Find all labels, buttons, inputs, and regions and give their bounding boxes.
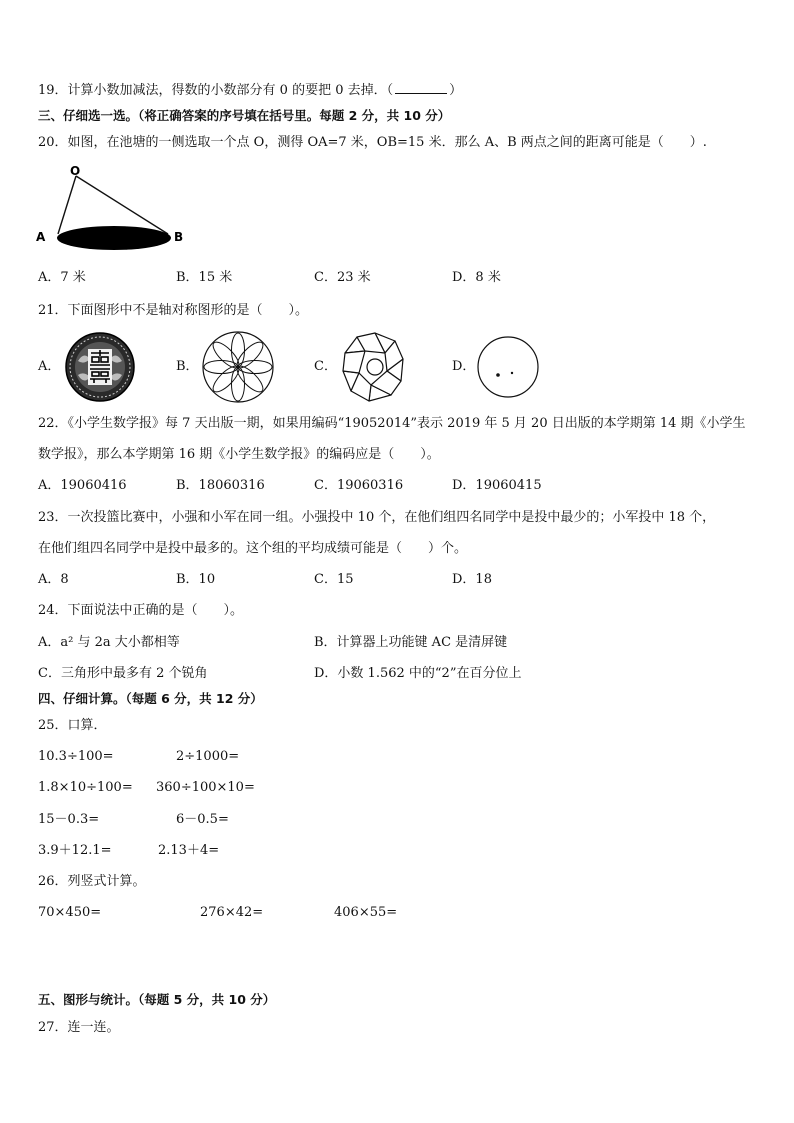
question-26-text: 26．列竖式计算。	[38, 874, 146, 889]
vertical-calc-item: 70×450=	[38, 905, 102, 920]
q23-option-a[interactable]: A．8	[38, 572, 69, 587]
q20-option-a[interactable]: A．7 米	[38, 270, 86, 285]
q21-option-d-label[interactable]: D．	[452, 359, 476, 374]
question-22-line-2: 数学报》，那么本学期第 16 期《小学生数学报》的编码应是（ ）。	[38, 447, 440, 462]
pinwheel-hexagon-figure	[337, 329, 413, 405]
q22-option-c[interactable]: C．19060316	[314, 478, 404, 493]
vertical-calc-item: 406×55=	[334, 905, 398, 920]
calc-item: 360÷100×10=	[156, 780, 255, 795]
circle-with-dot-figure	[476, 335, 540, 399]
question-19-text: 19．计算小数加减法，得数的小数部分有 0 的要把 0 去掉．（	[38, 83, 394, 98]
q21-option-a-label[interactable]: A．	[38, 359, 61, 374]
pond-ellipse	[57, 226, 171, 250]
calc-item: 15－0.3=	[38, 812, 100, 827]
q23-option-b[interactable]: B．10	[176, 572, 216, 587]
question-24-text: 24．下面说法中正确的是（ ）。	[38, 603, 244, 618]
q20-option-b[interactable]: B．15 米	[176, 270, 233, 285]
calc-item: 6－0.5=	[176, 812, 229, 827]
q21-option-c-label[interactable]: C．	[314, 359, 337, 374]
q20-option-c[interactable]: C．23 米	[314, 270, 371, 285]
question-22-line-1: 22．《小学生数学报》每 7 天出版一期，如果用编码“19052014”表示 2019 年 5 月 20 日出版的本学期第 14 期《小学生	[38, 416, 746, 431]
line-oa	[58, 176, 76, 234]
rosette-circle-figure	[201, 330, 275, 404]
question-20-text: 20．如图，在池塘的一侧选取一个点 O，测得 OA=7 米，OB=15 米．那么 A、B 两点之间的距离可能是（ ）.	[38, 135, 707, 150]
calc-item: 2.13＋4=	[158, 843, 220, 858]
calc-item: 10.3÷100=	[38, 749, 114, 764]
q23-option-c[interactable]: C．15	[314, 572, 354, 587]
vertical-calc-item: 276×42=	[200, 905, 264, 920]
question-19	[38, 81, 462, 100]
question-21-text: 21．下面图形中不是轴对称图形的是（ ）。	[38, 303, 309, 318]
point-b-label: B	[174, 230, 184, 244]
point-o-label: O	[70, 164, 81, 178]
section-4-heading: 四、仔细计算。（每题 6 分，共 12 分）	[38, 691, 263, 706]
q24-option-b[interactable]: B．计算器上功能键 AC 是清屏键	[314, 635, 508, 650]
question-23-line-1: 23．一次投篮比赛中，小强和小军在同一组。小强投中 10 个，在他们组四名同学中是投中最少的；小军投中 18 个，	[38, 510, 716, 525]
q23-option-d[interactable]: D．18	[452, 572, 492, 587]
q20-option-d[interactable]: D．8 米	[452, 270, 501, 285]
q21-option-b-label[interactable]: B．	[176, 359, 199, 374]
question-27-text: 27．连一连。	[38, 1020, 120, 1035]
q24-option-a[interactable]: A．a² 与 2a 大小都相等	[38, 635, 180, 650]
pond-figure	[34, 164, 194, 254]
q22-option-a[interactable]: A．19060416	[38, 478, 127, 493]
calc-item: 3.9＋12.1=	[38, 843, 112, 858]
line-ob	[76, 176, 168, 234]
q24-option-c[interactable]: C．三角形中最多有 2 个锐角	[38, 666, 208, 681]
q22-option-d[interactable]: D．19060415	[452, 478, 542, 493]
q22-option-b[interactable]: B．18060316	[176, 478, 265, 493]
calc-item: 1.8×10÷100=	[38, 780, 133, 795]
calc-item: 2÷1000=	[176, 749, 240, 764]
answer-blank[interactable]	[395, 81, 447, 94]
section-5-heading: 五、图形与统计。（每题 5 分，共 10 分）	[38, 992, 276, 1007]
question-25-text: 25．口算．	[38, 718, 107, 733]
ornament-medallion-figure	[64, 331, 136, 403]
point-a-label: A	[36, 230, 46, 244]
question-19-close: ）	[449, 83, 463, 98]
q24-option-d[interactable]: D．小数 1.562 中的“2”在百分位上	[314, 666, 522, 681]
section-3-heading: 三、仔细选一选。（将正确答案的序号填在括号里。每题 2 分，共 10 分）	[38, 108, 451, 123]
question-23-line-2: 在他们组四名同学中是投中最多的。这个组的平均成绩可能是（ ）个。	[38, 541, 468, 556]
